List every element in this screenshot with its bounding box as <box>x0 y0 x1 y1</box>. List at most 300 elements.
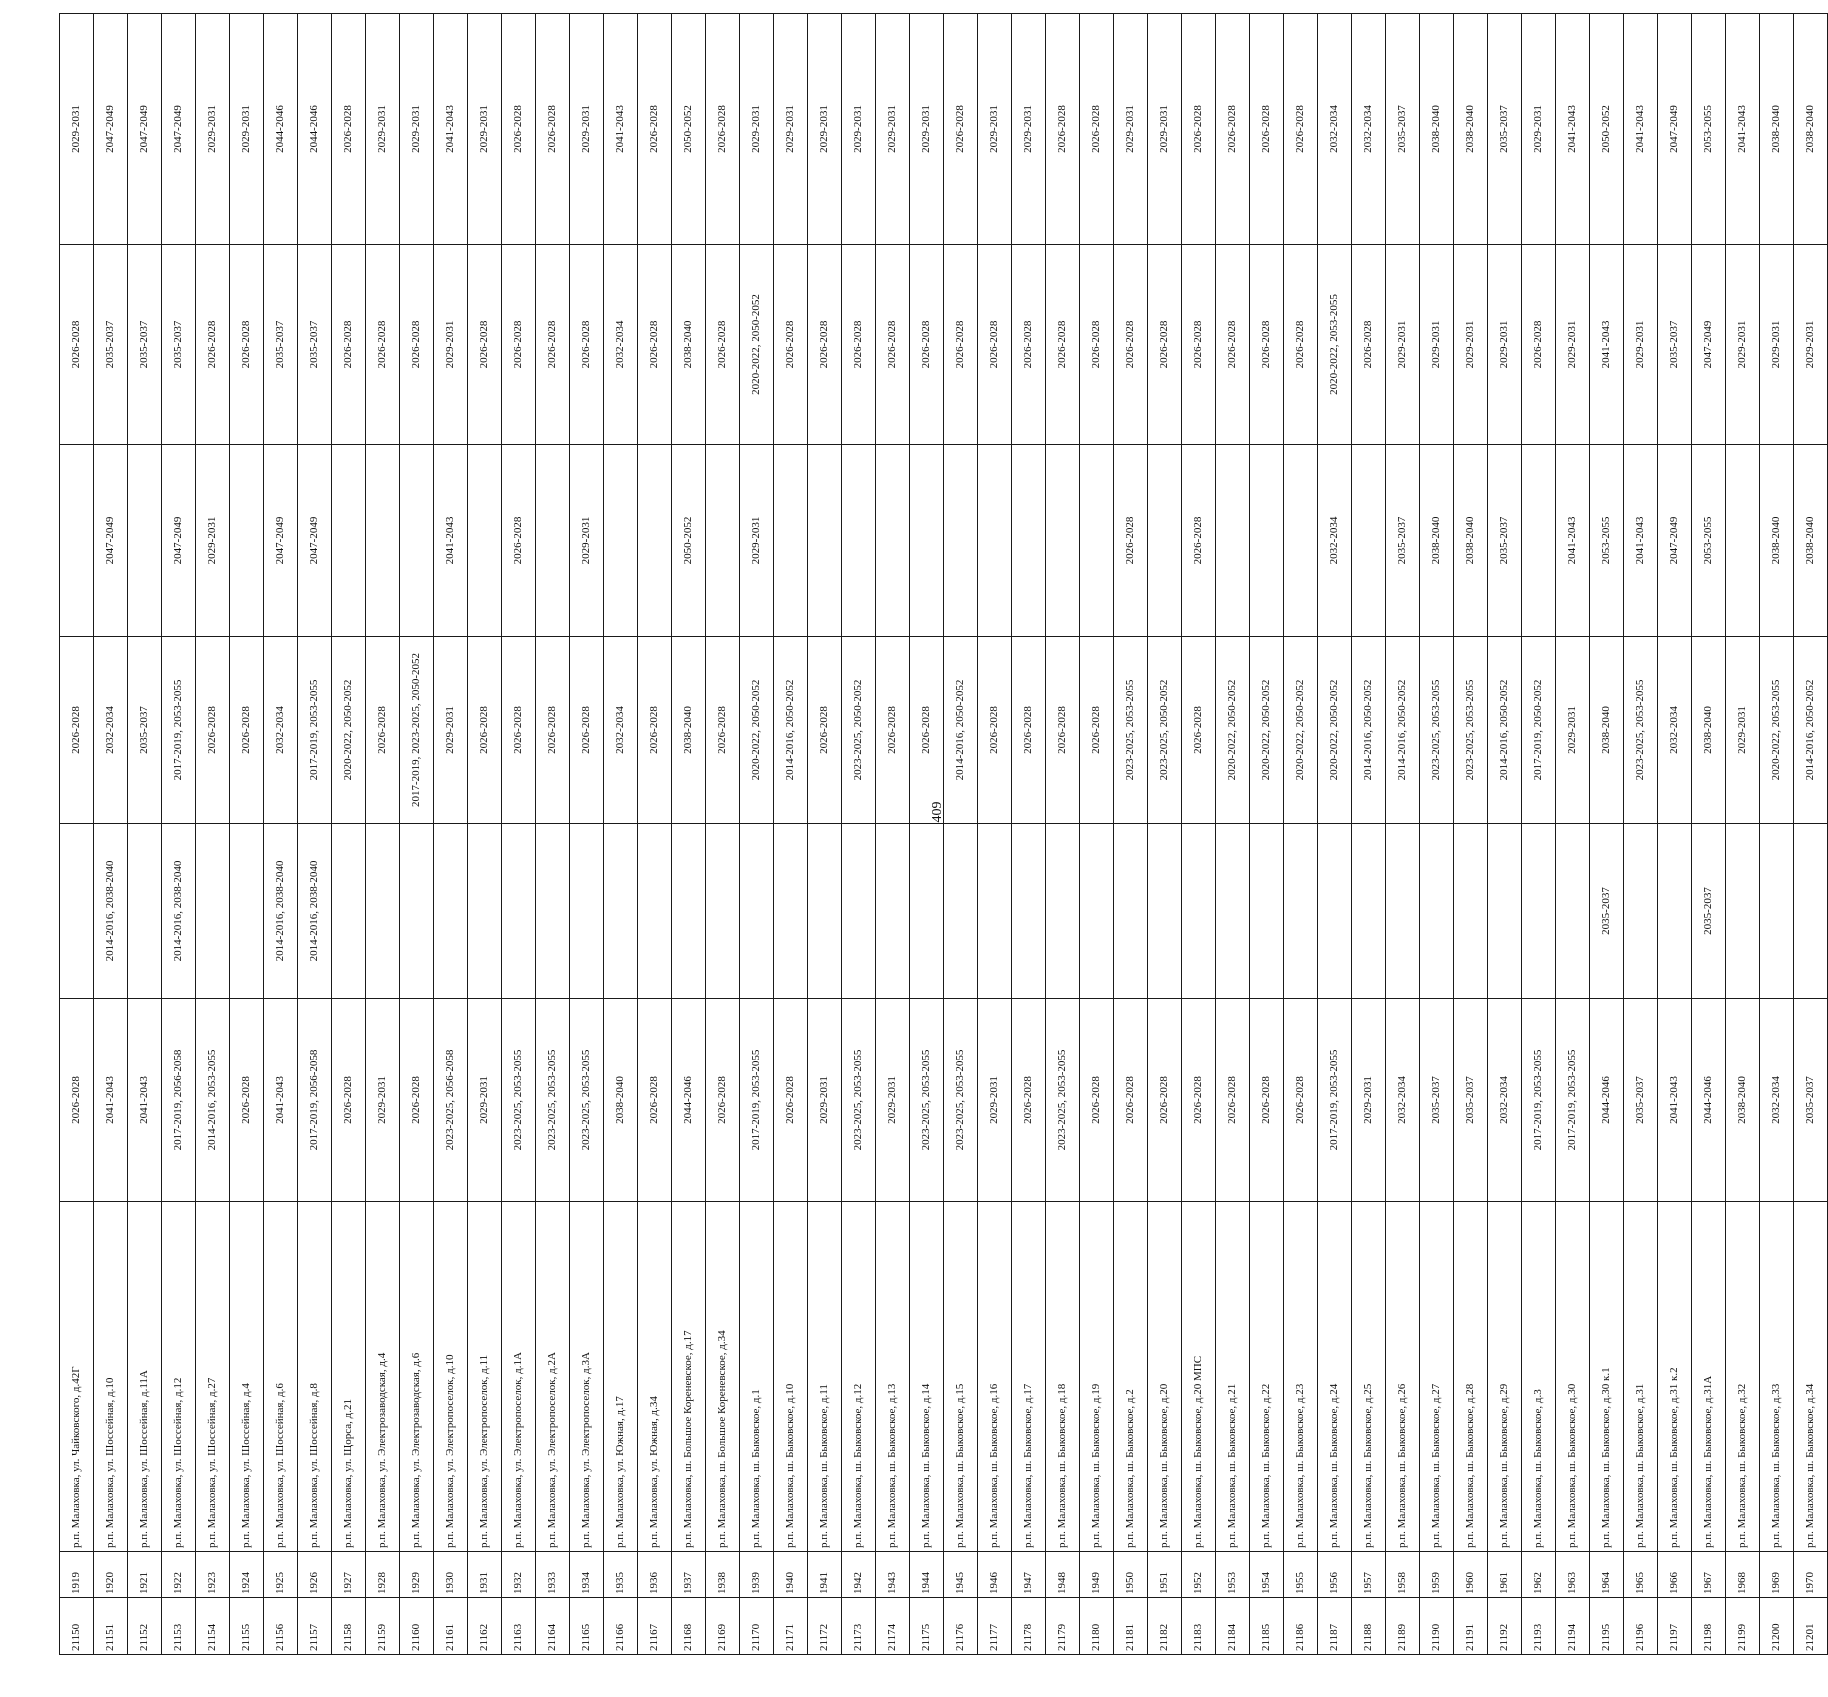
table-row <box>876 14 910 1655</box>
period-cell-2 <box>468 824 502 999</box>
period-cell-1: 2041-2043 <box>128 999 162 1202</box>
period-cell-5: 2029-2031 <box>1726 245 1760 445</box>
period-cell-1: 2029-2031 <box>1352 999 1386 1202</box>
period-cell-1: 2017-2019, 2056-2058 <box>162 999 196 1202</box>
table-row <box>1114 14 1148 1655</box>
period-cell-4: 2035-2037 <box>1488 445 1522 637</box>
period-cell-4: 2026-2028 <box>1114 445 1148 637</box>
period-cell-6: 2029-2031 <box>1114 14 1148 245</box>
period-cell-6: 2029-2031 <box>366 14 400 245</box>
address-cell: р.п. Малаховка, ш. Быковское, д.19 <box>1080 1202 1114 1552</box>
period-cell-4: 2047-2049 <box>162 445 196 637</box>
period-cell-3: 2032-2034 <box>604 637 638 824</box>
table-row <box>1420 14 1454 1655</box>
period-cell-6: 2029-2031 <box>60 14 94 245</box>
address-cell: р.п. Малаховка, ш. Быковское, д.15 <box>944 1202 978 1552</box>
period-cell-4: 2047-2049 <box>1658 445 1692 637</box>
house-number-cell: 1955 <box>1284 1552 1318 1598</box>
period-cell-1: 2032-2034 <box>1760 999 1794 1202</box>
row-number-cell: 21150 <box>60 1598 94 1655</box>
row-number-cell: 21158 <box>332 1598 366 1655</box>
schedule-table <box>59 13 1828 1655</box>
row-number-cell: 21183 <box>1182 1598 1216 1655</box>
house-number-cell: 1933 <box>536 1552 570 1598</box>
row-number-cell: 21177 <box>978 1598 1012 1655</box>
row-number-cell: 21191 <box>1454 1598 1488 1655</box>
house-number-cell: 1936 <box>638 1552 672 1598</box>
period-cell-2 <box>1318 824 1352 999</box>
period-cell-1: 2026-2028 <box>1080 999 1114 1202</box>
row-number-cell: 21180 <box>1080 1598 1114 1655</box>
period-cell-1: 2014-2016, 2053-2055 <box>196 999 230 1202</box>
period-cell-1: 2035-2037 <box>1794 999 1828 1202</box>
period-cell-6: 2047-2049 <box>94 14 128 245</box>
period-cell-2 <box>536 824 570 999</box>
period-cell-1: 2026-2028 <box>1148 999 1182 1202</box>
period-cell-1: 2041-2043 <box>94 999 128 1202</box>
period-cell-2: 2014-2016, 2038-2040 <box>162 824 196 999</box>
period-cell-4 <box>1284 445 1318 637</box>
period-cell-3: 2038-2040 <box>1692 637 1726 824</box>
period-cell-5: 2029-2031 <box>1624 245 1658 445</box>
period-cell-5: 2026-2028 <box>1148 245 1182 445</box>
period-cell-4 <box>876 445 910 637</box>
period-cell-3: 2026-2028 <box>808 637 842 824</box>
row-number-cell: 21163 <box>502 1598 536 1655</box>
address-cell: р.п. Малаховка, ш. Быковское, д.21 <box>1216 1202 1250 1552</box>
row-number-cell: 21197 <box>1658 1598 1692 1655</box>
row-number-cell: 21179 <box>1046 1598 1080 1655</box>
period-cell-2 <box>1080 824 1114 999</box>
row-number-cell: 21165 <box>570 1598 604 1655</box>
period-cell-1: 2017-2019, 2053-2055 <box>1318 999 1352 1202</box>
table-row <box>1488 14 1522 1655</box>
period-cell-6: 2026-2028 <box>502 14 536 245</box>
period-cell-2 <box>1522 824 1556 999</box>
period-cell-6: 2029-2031 <box>740 14 774 245</box>
row-number-cell: 21162 <box>468 1598 502 1655</box>
period-cell-1: 2017-2019, 2053-2055 <box>1556 999 1590 1202</box>
address-cell: р.п. Малаховка, ул. Шоссейная, д.10 <box>94 1202 128 1552</box>
table-row <box>434 14 468 1655</box>
period-cell-4: 2038-2040 <box>1794 445 1828 637</box>
address-cell: р.п. Малаховка, ул. Электропоселок, д.3А <box>570 1202 604 1552</box>
table-row <box>1624 14 1658 1655</box>
period-cell-6: 2041-2043 <box>1556 14 1590 245</box>
period-cell-5: 2026-2028 <box>230 245 264 445</box>
period-cell-6: 2026-2028 <box>536 14 570 245</box>
table-row <box>1046 14 1080 1655</box>
table-row <box>196 14 230 1655</box>
period-cell-3: 2035-2037 <box>128 637 162 824</box>
house-number-cell: 1929 <box>400 1552 434 1598</box>
address-cell: р.п. Малаховка, ул. Шоссейная, д.27 <box>196 1202 230 1552</box>
period-cell-1: 2032-2034 <box>1488 999 1522 1202</box>
period-cell-1: 2029-2031 <box>808 999 842 1202</box>
period-cell-4 <box>1522 445 1556 637</box>
period-cell-6: 2029-2031 <box>400 14 434 245</box>
period-cell-6: 2041-2043 <box>1726 14 1760 245</box>
period-cell-4 <box>128 445 162 637</box>
period-cell-3: 2026-2028 <box>978 637 1012 824</box>
address-cell: р.п. Малаховка, ш. Быковское, д.1 <box>740 1202 774 1552</box>
house-number-cell: 1948 <box>1046 1552 1080 1598</box>
row-number-cell: 21176 <box>944 1598 978 1655</box>
period-cell-2 <box>1726 824 1760 999</box>
period-cell-3: 2032-2034 <box>264 637 298 824</box>
period-cell-3: 2014-2016, 2050-2052 <box>1794 637 1828 824</box>
period-cell-1: 2035-2037 <box>1454 999 1488 1202</box>
period-cell-4 <box>910 445 944 637</box>
period-cell-5: 2026-2028 <box>978 245 1012 445</box>
period-cell-3: 2014-2016, 2050-2052 <box>944 637 978 824</box>
period-cell-1: 2023-2025, 2053-2055 <box>1046 999 1080 1202</box>
table-row <box>910 14 944 1655</box>
address-cell: р.п. Малаховка, ш. Быковское, д.33 <box>1760 1202 1794 1552</box>
period-cell-2 <box>1046 824 1080 999</box>
period-cell-6: 2044-2046 <box>264 14 298 245</box>
period-cell-6: 2029-2031 <box>978 14 1012 245</box>
row-number-cell: 21189 <box>1386 1598 1420 1655</box>
period-cell-6: 2050-2052 <box>1590 14 1624 245</box>
table-row <box>1658 14 1692 1655</box>
period-cell-1: 2026-2028 <box>1182 999 1216 1202</box>
period-cell-6: 2029-2031 <box>230 14 264 245</box>
period-cell-6: 2047-2049 <box>128 14 162 245</box>
house-number-cell: 1962 <box>1522 1552 1556 1598</box>
address-cell: р.п. Малаховка, ул. Электропоселок, д.1А <box>502 1202 536 1552</box>
table-row <box>1182 14 1216 1655</box>
address-cell: р.п. Малаховка, ш. Быковское, д.34 <box>1794 1202 1828 1552</box>
period-cell-4: 2029-2031 <box>570 445 604 637</box>
row-number-cell: 21160 <box>400 1598 434 1655</box>
address-cell: р.п. Малаховка, ул. Щорса, д.21 <box>332 1202 366 1552</box>
period-cell-1: 2044-2046 <box>1692 999 1726 1202</box>
table-row <box>842 14 876 1655</box>
period-cell-6: 2044-2046 <box>298 14 332 245</box>
row-number-cell: 21178 <box>1012 1598 1046 1655</box>
row-number-cell: 21198 <box>1692 1598 1726 1655</box>
table-row <box>298 14 332 1655</box>
address-cell: р.п. Малаховка, ш. Быковское, д.20 МПС <box>1182 1202 1216 1552</box>
period-cell-2 <box>842 824 876 999</box>
row-number-cell: 21167 <box>638 1598 672 1655</box>
period-cell-3: 2020-2022, 2053-2055 <box>1760 637 1794 824</box>
period-cell-3: 2020-2022, 2050-2052 <box>1318 637 1352 824</box>
address-cell: р.п. Малаховка, ш. Быковское, д.27 <box>1420 1202 1454 1552</box>
table-row <box>1726 14 1760 1655</box>
period-cell-6: 2029-2031 <box>808 14 842 245</box>
period-cell-2 <box>1216 824 1250 999</box>
period-cell-2 <box>1454 824 1488 999</box>
row-number-cell: 21184 <box>1216 1598 1250 1655</box>
period-cell-5: 2041-2043 <box>1590 245 1624 445</box>
period-cell-6: 2026-2028 <box>1284 14 1318 245</box>
period-cell-5: 2035-2037 <box>94 245 128 445</box>
row-number-cell: 21154 <box>196 1598 230 1655</box>
table-row <box>1760 14 1794 1655</box>
house-number-cell: 1938 <box>706 1552 740 1598</box>
address-cell: р.п. Малаховка, ш. Большое Кореневское, д.17 <box>672 1202 706 1552</box>
period-cell-3: 2023-2025, 2053-2055 <box>1420 637 1454 824</box>
period-cell-6: 2026-2028 <box>1182 14 1216 245</box>
period-cell-5: 2026-2028 <box>876 245 910 445</box>
row-number-cell: 21188 <box>1352 1598 1386 1655</box>
period-cell-4: 2029-2031 <box>196 445 230 637</box>
row-number-cell: 21156 <box>264 1598 298 1655</box>
period-cell-1: 2023-2025, 2053-2055 <box>502 999 536 1202</box>
address-cell: р.п. Малаховка, ш. Быковское, д.29 <box>1488 1202 1522 1552</box>
period-cell-2: 2014-2016, 2038-2040 <box>94 824 128 999</box>
house-number-cell: 1922 <box>162 1552 196 1598</box>
period-cell-6: 2050-2052 <box>672 14 706 245</box>
house-number-cell: 1950 <box>1114 1552 1148 1598</box>
period-cell-5: 2029-2031 <box>1454 245 1488 445</box>
period-cell-6: 2035-2037 <box>1386 14 1420 245</box>
address-cell: р.п. Малаховка, ш. Большое Кореневское, д.34 <box>706 1202 740 1552</box>
address-cell: р.п. Малаховка, ш. Быковское, д.22 <box>1250 1202 1284 1552</box>
period-cell-2 <box>1624 824 1658 999</box>
address-cell: р.п. Малаховка, ш. Быковское, д.16 <box>978 1202 1012 1552</box>
period-cell-1: 2023-2025, 2053-2055 <box>570 999 604 1202</box>
table-row <box>264 14 298 1655</box>
period-cell-3: 2026-2028 <box>1046 637 1080 824</box>
period-cell-3: 2026-2028 <box>1080 637 1114 824</box>
period-cell-6: 2041-2043 <box>434 14 468 245</box>
address-cell: р.п. Малаховка, ул. Электропоселок, д.11 <box>468 1202 502 1552</box>
house-number-cell: 1925 <box>264 1552 298 1598</box>
period-cell-6: 2053-2055 <box>1692 14 1726 245</box>
address-cell: р.п. Малаховка, ул. Электропоселок, д.2А <box>536 1202 570 1552</box>
period-cell-6: 2038-2040 <box>1420 14 1454 245</box>
period-cell-5: 2029-2031 <box>1556 245 1590 445</box>
period-cell-4 <box>1250 445 1284 637</box>
period-cell-4 <box>808 445 842 637</box>
period-cell-6: 2047-2049 <box>162 14 196 245</box>
period-cell-5: 2026-2028 <box>944 245 978 445</box>
row-number-cell: 21199 <box>1726 1598 1760 1655</box>
house-number-cell: 1970 <box>1794 1552 1828 1598</box>
period-cell-3: 2023-2025, 2050-2052 <box>842 637 876 824</box>
period-cell-4: 2038-2040 <box>1760 445 1794 637</box>
period-cell-5: 2035-2037 <box>128 245 162 445</box>
period-cell-6: 2026-2028 <box>944 14 978 245</box>
house-number-cell: 1968 <box>1726 1552 1760 1598</box>
period-cell-1: 2026-2028 <box>1284 999 1318 1202</box>
period-cell-1: 2035-2037 <box>1420 999 1454 1202</box>
period-cell-5: 2026-2028 <box>1250 245 1284 445</box>
table-row <box>128 14 162 1655</box>
address-cell: р.п. Малаховка, ш. Быковское, д.3 <box>1522 1202 1556 1552</box>
period-cell-6: 2041-2043 <box>1624 14 1658 245</box>
house-number-cell: 1969 <box>1760 1552 1794 1598</box>
table-row <box>1386 14 1420 1655</box>
period-cell-4 <box>1012 445 1046 637</box>
address-cell: р.п. Малаховка, ш. Быковское, д.11 <box>808 1202 842 1552</box>
period-cell-3: 2026-2028 <box>536 637 570 824</box>
house-number-cell: 1944 <box>910 1552 944 1598</box>
address-cell: р.п. Малаховка, ул. Электрозаводская, д.6 <box>400 1202 434 1552</box>
period-cell-6: 2029-2031 <box>468 14 502 245</box>
period-cell-3: 2014-2016, 2050-2052 <box>1488 637 1522 824</box>
period-cell-2 <box>1794 824 1828 999</box>
period-cell-5: 2026-2028 <box>1046 245 1080 445</box>
row-number-cell: 21185 <box>1250 1598 1284 1655</box>
period-cell-5: 2026-2028 <box>1182 245 1216 445</box>
period-cell-5: 2026-2028 <box>536 245 570 445</box>
period-cell-2 <box>1386 824 1420 999</box>
address-cell: р.п. Малаховка, ш. Быковское, д.14 <box>910 1202 944 1552</box>
row-number-cell: 21175 <box>910 1598 944 1655</box>
table-row <box>1284 14 1318 1655</box>
house-number-cell: 1957 <box>1352 1552 1386 1598</box>
period-cell-1: 2023-2025, 2053-2055 <box>944 999 978 1202</box>
address-cell: р.п. Малаховка, ш. Быковское, д.2 <box>1114 1202 1148 1552</box>
period-cell-5: 2020-2022, 2053-2055 <box>1318 245 1352 445</box>
period-cell-4: 2032-2034 <box>1318 445 1352 637</box>
period-cell-5: 2026-2028 <box>1216 245 1250 445</box>
row-number-cell: 21161 <box>434 1598 468 1655</box>
period-cell-6: 2032-2034 <box>1318 14 1352 245</box>
period-cell-3: 2029-2031 <box>1726 637 1760 824</box>
row-number-cell: 21168 <box>672 1598 706 1655</box>
period-cell-4 <box>366 445 400 637</box>
period-cell-5: 2026-2028 <box>1114 245 1148 445</box>
period-cell-4 <box>1080 445 1114 637</box>
address-cell: р.п. Малаховка, ш. Быковское, д.18 <box>1046 1202 1080 1552</box>
period-cell-6: 2032-2034 <box>1352 14 1386 245</box>
period-cell-6: 2026-2028 <box>1216 14 1250 245</box>
period-cell-5: 2035-2037 <box>162 245 196 445</box>
house-number-cell: 1965 <box>1624 1552 1658 1598</box>
house-number-cell: 1952 <box>1182 1552 1216 1598</box>
address-cell: р.п. Малаховка, ул. Электрозаводская, д.4 <box>366 1202 400 1552</box>
house-number-cell: 1960 <box>1454 1552 1488 1598</box>
period-cell-4: 2041-2043 <box>1624 445 1658 637</box>
period-cell-2 <box>1114 824 1148 999</box>
house-number-cell: 1954 <box>1250 1552 1284 1598</box>
period-cell-2 <box>60 824 94 999</box>
table-row <box>672 14 706 1655</box>
address-cell: р.п. Малаховка, ул. Чайковского, д.42Г <box>60 1202 94 1552</box>
period-cell-3: 2026-2028 <box>1182 637 1216 824</box>
period-cell-4 <box>332 445 366 637</box>
period-cell-1: 2041-2043 <box>264 999 298 1202</box>
house-number-cell: 1966 <box>1658 1552 1692 1598</box>
period-cell-5: 2047-2049 <box>1692 245 1726 445</box>
period-cell-4: 2026-2028 <box>1182 445 1216 637</box>
period-cell-2: 2035-2037 <box>1692 824 1726 999</box>
period-cell-2 <box>1658 824 1692 999</box>
period-cell-2 <box>910 824 944 999</box>
house-number-cell: 1941 <box>808 1552 842 1598</box>
period-cell-4: 2047-2049 <box>298 445 332 637</box>
row-number-cell: 21174 <box>876 1598 910 1655</box>
period-cell-2 <box>1556 824 1590 999</box>
period-cell-3: 2017-2019, 2023-2025, 2050-2052 <box>400 637 434 824</box>
address-cell: р.п. Малаховка, ул. Шоссейная, д.11А <box>128 1202 162 1552</box>
row-number-cell: 21195 <box>1590 1598 1624 1655</box>
period-cell-4 <box>842 445 876 637</box>
period-cell-3: 2017-2019, 2053-2055 <box>162 637 196 824</box>
address-cell: р.п. Малаховка, ш. Быковское, д.31 к.2 <box>1658 1202 1692 1552</box>
house-number-cell: 1946 <box>978 1552 1012 1598</box>
period-cell-5: 2026-2028 <box>1080 245 1114 445</box>
address-cell: р.п. Малаховка, ш. Быковское, д.28 <box>1454 1202 1488 1552</box>
address-cell: р.п. Малаховка, ул. Южная, д.34 <box>638 1202 672 1552</box>
table-row <box>1318 14 1352 1655</box>
table-body <box>60 14 1828 1655</box>
period-cell-4 <box>468 445 502 637</box>
period-cell-3: 2026-2028 <box>910 637 944 824</box>
period-cell-5: 2029-2031 <box>1386 245 1420 445</box>
period-cell-4 <box>1352 445 1386 637</box>
period-cell-3: 2014-2016, 2050-2052 <box>1386 637 1420 824</box>
period-cell-3: 2020-2022, 2050-2052 <box>740 637 774 824</box>
period-cell-3: 2029-2031 <box>434 637 468 824</box>
period-cell-1: 2044-2046 <box>1590 999 1624 1202</box>
period-cell-5: 2032-2034 <box>604 245 638 445</box>
period-cell-1: 2026-2028 <box>1216 999 1250 1202</box>
period-cell-5: 2020-2022, 2050-2052 <box>740 245 774 445</box>
period-cell-5: 2029-2031 <box>434 245 468 445</box>
table-row <box>1556 14 1590 1655</box>
period-cell-4: 2035-2037 <box>1386 445 1420 637</box>
period-cell-4: 2038-2040 <box>1420 445 1454 637</box>
address-cell: р.п. Малаховка, ш. Быковское, д.25 <box>1352 1202 1386 1552</box>
period-cell-6: 2026-2028 <box>1080 14 1114 245</box>
period-cell-6: 2041-2043 <box>604 14 638 245</box>
period-cell-5: 2035-2037 <box>264 245 298 445</box>
table-row <box>1794 14 1828 1655</box>
address-cell: р.п. Малаховка, ул. Южная, д.17 <box>604 1202 638 1552</box>
period-cell-1: 2026-2028 <box>60 999 94 1202</box>
house-number-cell: 1961 <box>1488 1552 1522 1598</box>
row-number-cell: 21157 <box>298 1598 332 1655</box>
period-cell-1: 2023-2025, 2053-2055 <box>842 999 876 1202</box>
period-cell-2: 2014-2016, 2038-2040 <box>264 824 298 999</box>
period-cell-4 <box>60 445 94 637</box>
address-cell: р.п. Малаховка, ш. Быковское, д.30 к.1 <box>1590 1202 1624 1552</box>
house-number-cell: 1931 <box>468 1552 502 1598</box>
house-number-cell: 1953 <box>1216 1552 1250 1598</box>
row-number-cell: 21172 <box>808 1598 842 1655</box>
house-number-cell: 1935 <box>604 1552 638 1598</box>
period-cell-6: 2038-2040 <box>1760 14 1794 245</box>
period-cell-2: 2035-2037 <box>1590 824 1624 999</box>
rotated-page <box>59 14 1816 1655</box>
house-number-cell: 1963 <box>1556 1552 1590 1598</box>
house-number-cell: 1919 <box>60 1552 94 1598</box>
row-number-cell: 21187 <box>1318 1598 1352 1655</box>
row-number-cell: 21152 <box>128 1598 162 1655</box>
house-number-cell: 1932 <box>502 1552 536 1598</box>
table-row <box>1080 14 1114 1655</box>
period-cell-3: 2020-2022, 2050-2052 <box>332 637 366 824</box>
period-cell-6: 2029-2031 <box>196 14 230 245</box>
period-cell-3: 2026-2028 <box>876 637 910 824</box>
house-number-cell: 1920 <box>94 1552 128 1598</box>
period-cell-5: 2026-2028 <box>1284 245 1318 445</box>
table-row <box>230 14 264 1655</box>
period-cell-2 <box>230 824 264 999</box>
table-row <box>536 14 570 1655</box>
table-row <box>60 14 94 1655</box>
period-cell-1: 2026-2028 <box>1114 999 1148 1202</box>
period-cell-2 <box>1148 824 1182 999</box>
period-cell-3: 2032-2034 <box>94 637 128 824</box>
period-cell-4 <box>1148 445 1182 637</box>
